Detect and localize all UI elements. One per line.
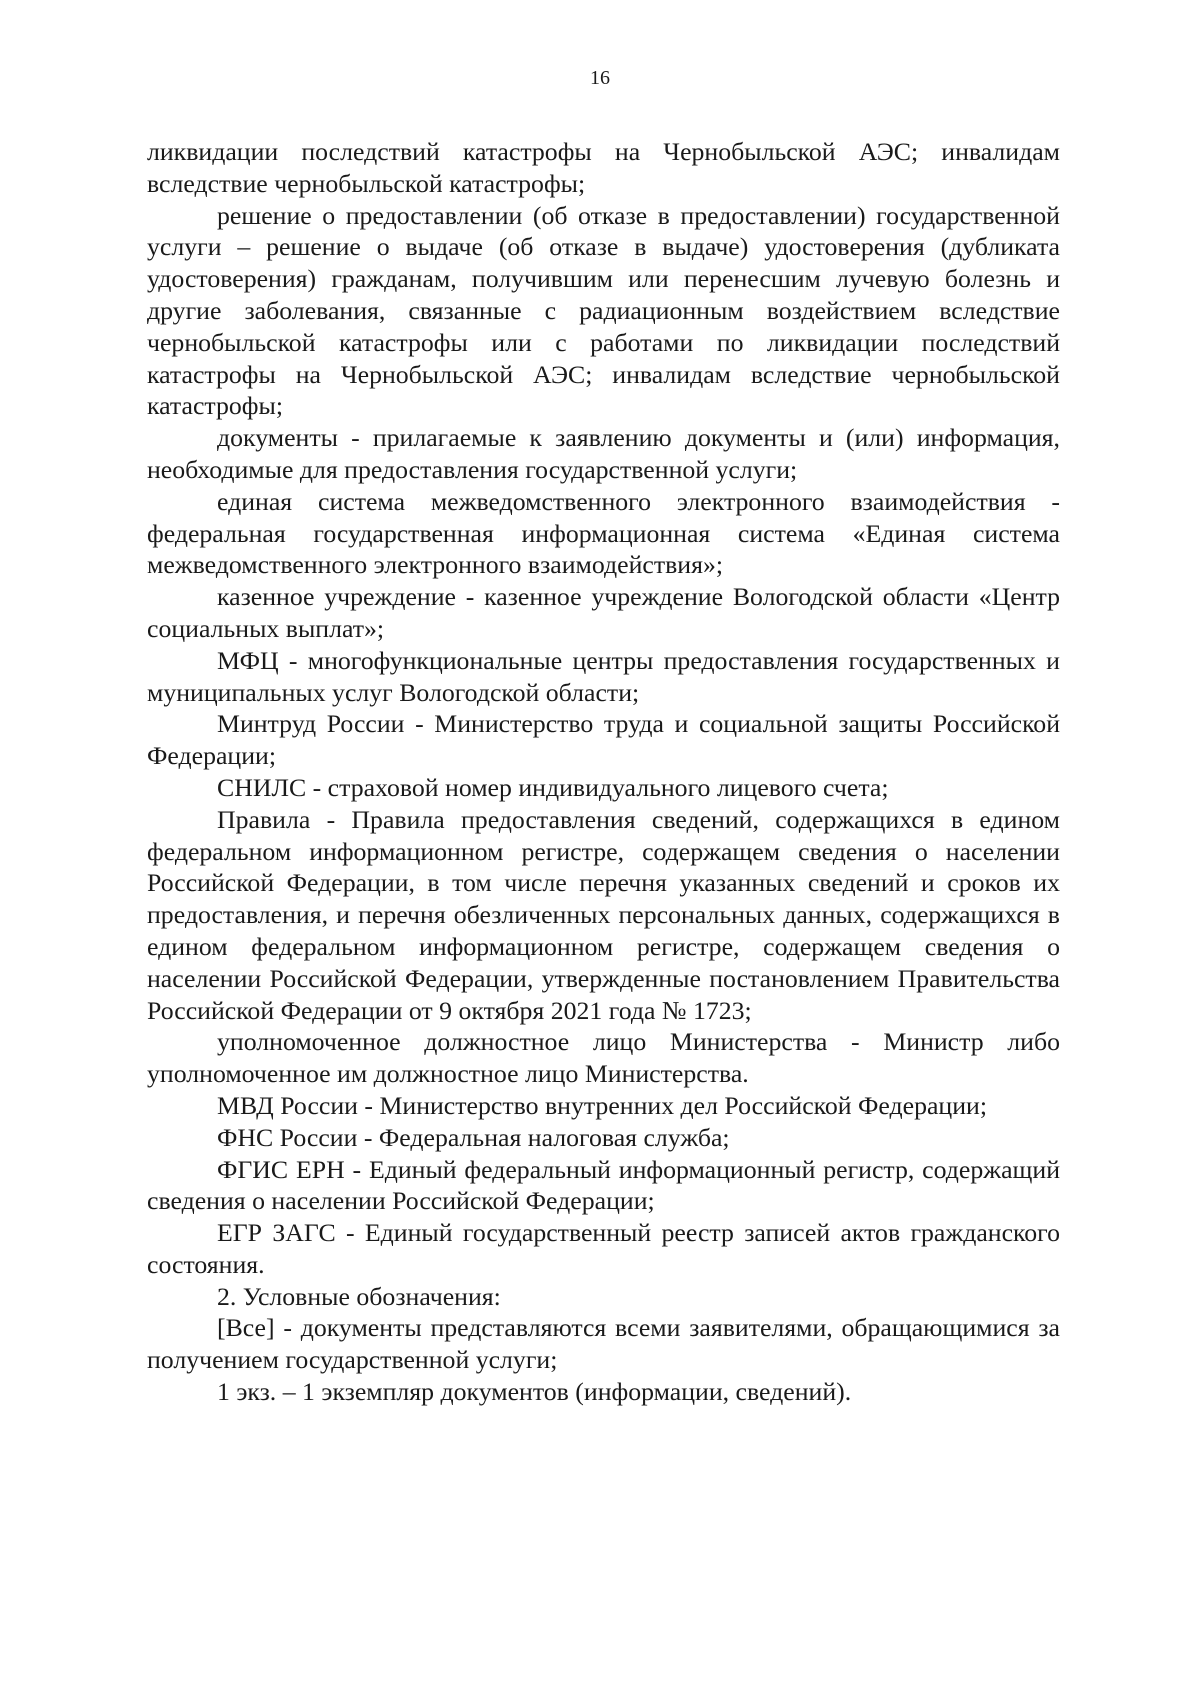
paragraph-mfc-definition: МФЦ - многофункциональные центры предоставления государственных и муниципальных услуг Вологодской области; bbox=[147, 645, 1060, 707]
paragraph-mvd-definition: МВД России - Министерство внутренних дел Российской Федерации; bbox=[217, 1090, 988, 1120]
paragraph-all-notation: [Все] - документы представляются всеми заявителями, обращающимися за получением государственной услуги; bbox=[147, 1313, 1060, 1375]
paragraph-official-definition: уполномоченное должностное лицо Министерства - Министр либо уполномоченное им должностное лицо Министерства. bbox=[147, 1027, 1060, 1089]
page-number: 16 bbox=[590, 67, 610, 89]
paragraph-fns-definition: ФНС России - Федеральная налоговая служба; bbox=[217, 1122, 730, 1152]
paragraph-decision-definition: решение о предоставлении (об отказе в предоставлении) государственной услуги – решение о выдаче (об отказе в выдаче) удостоверения (дубликата удостоверения) гражданам, получившим или перенесшим лучевую болезнь и другие заболевания, связанные с радиационным воздействием вследствие чернобыльской катастрофы или с работами по ликвидации последствий катастрофы на Чернобыльской АЭС; инвалидам вследствие чернобыльской катастрофы; bbox=[147, 200, 1060, 421]
paragraph-mintrud-definition: Минтруд России - Министерство труда и социальной защиты Российской Федерации; bbox=[147, 709, 1060, 771]
paragraph-smev-definition: единая система межведомственного электронного взаимодействия - федеральная государственная информационная система «Единая система межведомственного электронного взаимодействия»; bbox=[147, 486, 1060, 580]
document-body bbox=[147, 136, 1060, 1408]
paragraph-egr-zags-definition: ЕГР ЗАГС - Единый государственный реестр записей актов гражданского состояния. bbox=[147, 1218, 1060, 1279]
paragraph-documents-definition: документы - прилагаемые к заявлению документы и (или) информация, необходимые для предоставления государственной услуги; bbox=[147, 423, 1060, 484]
paragraph-snils-definition: СНИЛС - страховой номер индивидуального лицевого счета; bbox=[217, 772, 889, 802]
paragraph-chernobyl-continuation: ликвидации последствий катастрофы на Чернобыльской АЭС; инвалидам вследствие чернобыльской катастрофы; bbox=[147, 137, 1060, 198]
paragraph-fgis-ern-definition: ФГИС ЕРН - Единый федеральный информационный регистр, содержащий сведения о населении Российской Федерации; bbox=[147, 1154, 1060, 1216]
paragraph-copy-notation: 1 экз. – 1 экземпляр документов (информации, сведений). bbox=[217, 1377, 852, 1407]
paragraph-institution-definition: казенное учреждение - казенное учреждение Вологодской области «Центр социальных выплат»; bbox=[147, 582, 1060, 643]
section-heading-notation: 2. Условные обозначения: bbox=[217, 1281, 501, 1311]
paragraph-rules-definition: Правила - Правила предоставления сведений, содержащихся в едином федеральном информационном регистре, содержащем сведения о населении Российской Федерации, в том числе перечня указанных сведений и сроков их предоставления, и перечня обезличенных персональных данных, содержащихся в едином федеральном информационном регистре, содержащем сведения о населении Российской Федерации, утвержденные постановлением Правительства Российской Федерации от 9 октября 2021 года № 1723; bbox=[147, 804, 1060, 1025]
